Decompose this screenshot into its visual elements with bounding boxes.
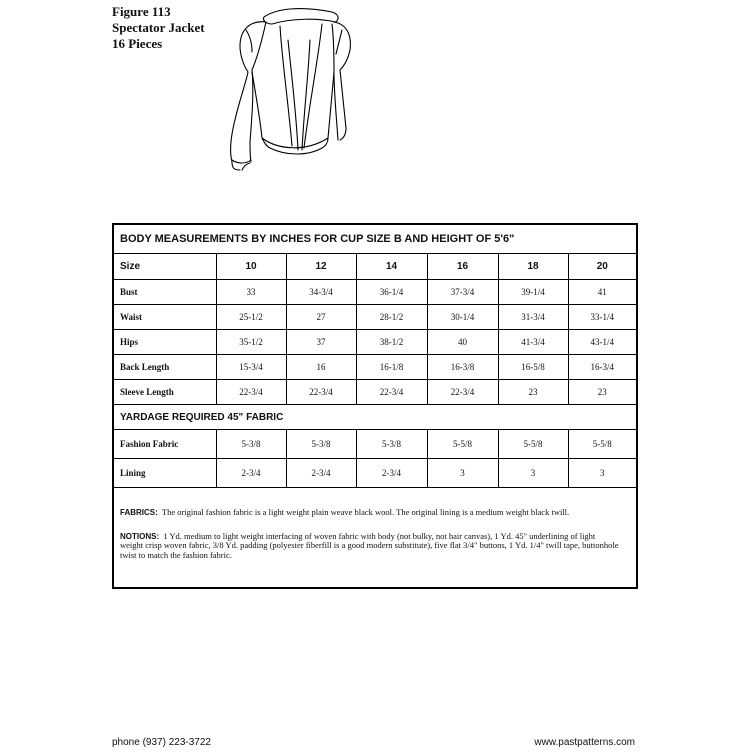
table-cell: 3 [568,459,636,488]
chart-title: BODY MEASUREMENTS BY INCHES FOR CUP SIZE B AND HEIGHT OF 5'6" [114,225,636,254]
row-label: Waist [114,305,216,330]
table-cell: 5-5/8 [427,430,498,459]
table-cell: 16 [286,355,356,380]
figure-number: Figure 113 [112,4,171,19]
table-cell: 40 [427,330,498,355]
piece-count: 16 Pieces [112,36,163,51]
measurement-table [114,225,636,488]
yardage-title: YARDAGE REQUIRED 45" FABRIC [114,405,636,430]
table-cell: 2-3/4 [216,459,286,488]
row-label: Lining [114,459,216,488]
size-cell: 16 [427,254,498,280]
pattern-header [112,4,205,52]
table-cell: 22-3/4 [286,380,356,405]
table-cell: 33-1/4 [568,305,636,330]
table-cell: 3 [427,459,498,488]
size-header-row [114,254,636,280]
table-cell: 41 [568,280,636,305]
row-label: Sleeve Length [114,380,216,405]
table-row [114,330,636,355]
table-cell: 30-1/4 [427,305,498,330]
table-cell: 41-3/4 [498,330,568,355]
notions-note [120,532,620,561]
footer-phone: phone (937) 223-3722 [112,737,211,748]
table-cell: 34-3/4 [286,280,356,305]
size-cell: 10 [216,254,286,280]
table-cell: 5-3/8 [286,430,356,459]
footer-website: www.pastpatterns.com [534,737,635,748]
table-cell: 28-1/2 [356,305,427,330]
table-cell: 36-1/4 [356,280,427,305]
size-cell: 20 [568,254,636,280]
table-cell: 25-1/2 [216,305,286,330]
table-cell: 33 [216,280,286,305]
table-cell: 16-1/8 [356,355,427,380]
fabrics-text: The original fashion fabric is a light weight plain weave black wool. The original lining is a medium weight black twill. [161,507,570,517]
row-label: Hips [114,330,216,355]
table-cell: 37-3/4 [427,280,498,305]
fabrics-label: FABRICS: [120,508,158,517]
table-row [114,380,636,405]
table-cell: 5-5/8 [498,430,568,459]
size-label: Size [114,254,216,280]
table-cell: 22-3/4 [216,380,286,405]
row-label: Bust [114,280,216,305]
row-label: Fashion Fabric [114,430,216,459]
table-cell: 2-3/4 [286,459,356,488]
table-cell: 22-3/4 [427,380,498,405]
table-cell: 35-1/2 [216,330,286,355]
table-cell: 43-1/4 [568,330,636,355]
table-cell: 22-3/4 [356,380,427,405]
table-row [114,280,636,305]
notions-text: 1 Yd. medium to light weight interfacing of woven fabric with body (not bulky, not hair canvas), 1 Yd. 45" underlining of light weight crisp woven fabric, 3/8 Yd. padding (polyester fiberfill is a good modern substitute), five flat 3/4" buttons, 1 Yd. 1/4" twill tape, buttonhole twist to match the fashion fabric. [120,530,619,560]
table-cell: 15-3/4 [216,355,286,380]
table-cell: 37 [286,330,356,355]
pattern-notes [120,508,620,574]
table-cell: 23 [568,380,636,405]
table-cell: 2-3/4 [356,459,427,488]
table-row [114,430,636,459]
size-cell: 12 [286,254,356,280]
table-cell: 5-5/8 [568,430,636,459]
table-cell: 39-1/4 [498,280,568,305]
table-cell: 16-5/8 [498,355,568,380]
table-row [114,355,636,380]
notions-label: NOTIONS: [120,531,160,541]
table-cell: 16-3/8 [427,355,498,380]
table-cell: 31-3/4 [498,305,568,330]
table-cell: 27 [286,305,356,330]
fabrics-note [120,508,620,518]
table-cell: 16-3/4 [568,355,636,380]
measurement-chart [112,223,638,589]
table-row [114,305,636,330]
size-cell: 14 [356,254,427,280]
table-cell: 23 [498,380,568,405]
table-row [114,459,636,488]
table-cell: 5-3/8 [216,430,286,459]
row-label: Back Length [114,355,216,380]
pattern-name: Spectator Jacket [112,20,205,35]
table-cell: 38-1/2 [356,330,427,355]
size-cell: 18 [498,254,568,280]
table-cell: 3 [498,459,568,488]
table-cell: 5-3/8 [356,430,427,459]
jacket-back-illustration [222,0,377,172]
